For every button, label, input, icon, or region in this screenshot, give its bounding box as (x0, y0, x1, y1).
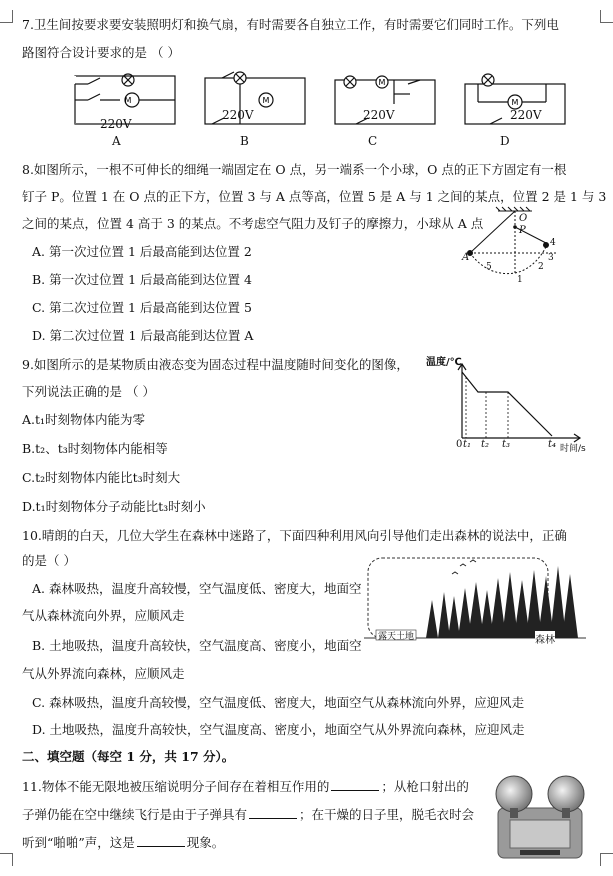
svg-text:M: M (124, 96, 132, 105)
graph-origin-label: 0 (456, 439, 463, 450)
graph-tick-t4: t₄ (548, 439, 557, 450)
pendulum-label-4: 4 (550, 238, 556, 248)
q8-option-b: B. 第一次过位置 1 后最高能到达位置 4 (32, 272, 252, 287)
svg-text:M: M (511, 98, 519, 107)
graph-x-axis-label: 时间/s (560, 444, 586, 454)
q11-line2-text-b: ；在干燥的日子里，脱毛衣时会 (299, 807, 475, 822)
q8-stem-line3: 之间的某点，位置 4 高于 3 的某点。不考虑空气阻力及钉子的摩擦力，小球从 A 点 (22, 216, 484, 231)
corner-mark-top-left (0, 10, 13, 23)
pendulum-label-a: A (462, 252, 470, 263)
pendulum-label-o: O (519, 213, 528, 224)
q10-option-b-line2: 气从外界流向森林，应顺风走 (22, 666, 185, 681)
pendulum-label-5: 5 (486, 262, 492, 272)
q11-line1-text-b: ；从枪口射出的 (381, 779, 469, 794)
graph-tick-t1: t₁ (463, 439, 472, 450)
q8-option-d: D. 第二次过位置 1 后最高能到达位置 A (32, 328, 254, 343)
pendulum-label-3: 3 (548, 253, 554, 263)
q10-option-a-line2: 气从森林流向外界，应顺风走 (22, 608, 185, 623)
circuit-d-voltage: 220V (510, 108, 542, 122)
graph-tick-t3: t₃ (502, 439, 511, 450)
pendulum-label-1: 1 (517, 275, 523, 285)
q11-line1-text-a: 11.物体不能无限地被压缩说明分子间存在着相互作用的 (22, 779, 330, 794)
q7-stem-line1: 7.卫生间按要求要安装照明灯和换气扇，有时需要各自独立工作，有时需要它们同时工作。下列电 (22, 17, 559, 32)
circuit-option-d: D (500, 134, 510, 148)
q11-line1 (22, 778, 469, 795)
q10-option-b-line1: B. 土地吸热，温度升高较快，空气温度高、密度小，地面空 (32, 638, 362, 653)
q9-option-c: C.t₂时刻物体内能比t₃时刻大 (22, 470, 181, 485)
q10-option-a-line1: A. 森林吸热，温度升高较慢，空气温度低、密度大，地面空 (32, 581, 362, 596)
q8-option-c: C. 第二次过位置 1 后最高能到达位置 5 (32, 300, 252, 315)
q11-blank-1[interactable] (331, 778, 379, 791)
q11-line2 (22, 806, 474, 823)
q11-blank-2[interactable] (249, 806, 297, 819)
q11-line3 (22, 834, 224, 851)
graph-tick-t2: t₂ (481, 439, 490, 450)
q11-blank-3[interactable] (137, 834, 185, 847)
circuit-option-c: C (368, 134, 378, 148)
circuit-option-b: B (240, 134, 249, 148)
corner-mark-bottom-left (0, 853, 13, 866)
circuit-a-voltage: 220V (100, 117, 132, 131)
q11-line2-text-a: 子弹仍能在空中继续飞行是由于子弹具有 (22, 807, 248, 822)
circuit-diagram-b (200, 70, 310, 130)
graph-y-axis-label: 温度/℃ (426, 357, 462, 368)
pendulum-label-2: 2 (538, 262, 544, 272)
q9-stem-line2: 下列说法正确的是 （ ） (22, 384, 155, 399)
q9-option-a: A.t₁时刻物体内能为零 (22, 412, 146, 427)
corner-mark-bottom-right (600, 853, 613, 866)
section-2-title: 二、填空题（每空 1 分，共 17 分）。 (22, 749, 235, 764)
q10-option-d: D. 土地吸热，温度升高较快，空气温度高、密度小，地面空气从外界流向森林，应迎风走 (32, 722, 525, 737)
svg-text:M: M (262, 96, 270, 105)
svg-text:M: M (378, 78, 386, 87)
q10-stem-line1: 10.晴朗的白天，几位大学生在森林中迷路了，下面四种利用风向引导他们走出森林的说法中，正确 (22, 528, 567, 543)
forest-label-forest: 森林 (535, 631, 555, 646)
q9-option-b: B.t₂、t₃时刻物体内能相等 (22, 441, 168, 456)
q8-stem-line2: 钉子 P。位置 1 在 O 点的正下方，位置 3 与 A 点等高，位置 5 是 A 与 1 之间的某点，位置 2 是 1 与 3 (22, 189, 607, 204)
q10-option-c: C. 森林吸热，温度升高较慢，空气温度低、密度大，地面空气从森林流向外界，应迎风走 (32, 695, 525, 710)
q8-option-a: A. 第一次过位置 1 后最高能到达位置 2 (32, 244, 252, 259)
circuit-c-voltage: 220V (363, 108, 395, 122)
q11-line3-text-a: 听到“啪啪”声，这是 (22, 835, 135, 850)
q7-stem-line2: 路图符合设计要求的是 （ ） (22, 45, 180, 60)
pendulum-label-p: P (519, 225, 526, 236)
q10-stem-line2: 的是（ ） (22, 553, 76, 568)
circuit-b-voltage: 220V (222, 108, 254, 122)
q9-stem-line1: 9.如图所示的是某物质由液态变为固态过程中温度随时间变化的图像， (22, 357, 409, 372)
q8-stem-line1: 8.如图所示，一根不可伸长的细绳一端固定在 O 点，另一端系一个小球，O 点的正下方固定有一根 (22, 162, 567, 177)
temperature-time-graph (452, 362, 592, 444)
circuit-option-a: A (112, 134, 121, 148)
emergency-light-image (490, 770, 590, 862)
q11-line3-text-b: 现象。 (186, 835, 225, 850)
corner-mark-top-right (600, 10, 613, 23)
q9-option-d: D.t₁时刻物体分子动能比t₃时刻小 (22, 499, 206, 514)
forest-label-open-land: 露天土地 (378, 632, 415, 642)
